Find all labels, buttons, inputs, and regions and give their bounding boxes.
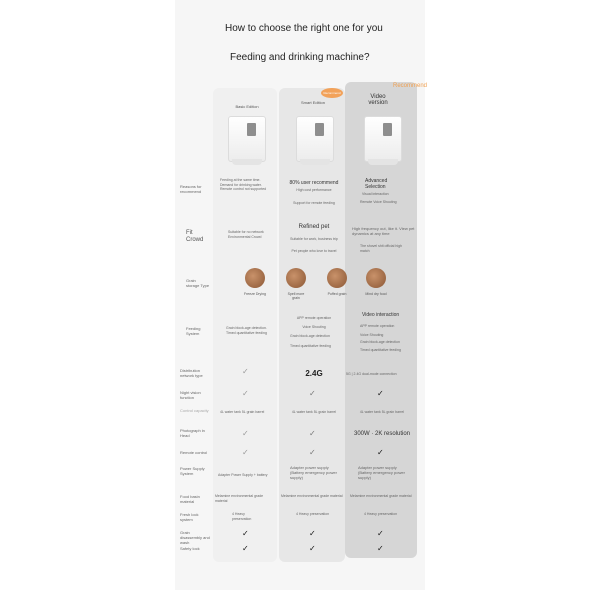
device-smart-image	[296, 116, 334, 162]
reasons-smart-1: High cost performance	[296, 188, 332, 192]
check-icon: ✓	[377, 389, 384, 398]
reasons-basic: Feeding at the same time. Demand for drinking water. Remote control not supported	[220, 178, 267, 191]
reasons-video-1: Visual interaction	[362, 192, 389, 196]
food-basin-video: Melamine environmental grade material	[350, 494, 412, 498]
grain-type-label: Freeze Drying	[244, 292, 266, 296]
fresh-basic: 4 Heavy preservation	[232, 512, 252, 521]
recommend-badge: Recommend	[321, 88, 343, 98]
device-screen	[315, 123, 324, 136]
food-basin-basic: Melamine environmental grade material	[215, 494, 264, 503]
check-icon: ✓	[309, 448, 316, 457]
puffed-grain-food-image	[327, 268, 347, 288]
capacity-video: 4L water tank 5L grain barrel	[359, 410, 405, 414]
reasons-video-2: Remote Voice Shouting	[360, 200, 397, 204]
freeze-drying-food-image	[245, 268, 265, 288]
row-label-reasons: Reasons for recommend	[180, 184, 202, 194]
device-bowl	[368, 159, 398, 165]
row-label-food-basin: Food basin material	[180, 494, 200, 504]
feeding-smart-3: Grain block-age detection	[290, 334, 330, 338]
reasons-video-head: Advanced Selection	[365, 178, 388, 190]
check-icon: ✓	[309, 544, 316, 553]
device-bowl	[232, 159, 262, 165]
row-label-fit: Fit Crowd	[186, 230, 204, 243]
power-video: Adapter power supply (Battery emergency power supply)	[358, 465, 405, 480]
feeding-basic: Grain block-age detection. Timed quantitative feeding	[226, 326, 267, 335]
capacity-smart: 4L water tank 5L grain barrel	[291, 410, 337, 414]
grain-type-label: Puffed grain	[327, 292, 347, 296]
check-icon: ✓	[242, 429, 249, 438]
fit-smart-head: Refined pet	[298, 224, 330, 230]
reasons-smart-head: 80% user recommend	[289, 180, 339, 186]
fit-smart-1: Suitable for work, business trip	[290, 237, 338, 241]
device-basic-image	[228, 116, 266, 162]
row-label-power: Power Supply System	[180, 466, 205, 476]
feeding-smart-2: Voice Shouting	[302, 325, 326, 329]
fit-video-1: High frequency out, like it. View pet dynamics at any time	[352, 226, 415, 236]
fit-video-2: The shovel shit official high match	[360, 244, 402, 253]
device-screen	[247, 123, 256, 136]
feeding-video-4: Timed quantitative feeding	[360, 348, 401, 352]
photograph-video: 300W · 2K resolution	[353, 431, 411, 437]
power-basic: Adapter Power Supply + battery	[218, 473, 268, 477]
feeding-video-3: Grain block-age detection	[360, 340, 400, 344]
row-label-detachable: Grain disassembly and wash	[180, 530, 210, 545]
capacity-basic: 4L water tank 5L grain barrel	[220, 410, 265, 414]
check-icon: ✓	[242, 529, 249, 538]
fit-basic: Suitable for no network Environmental Crowd	[228, 230, 264, 239]
grain-type-label: Spell more grain	[287, 292, 305, 300]
recommend-ribbon: Recommend	[393, 83, 428, 89]
power-smart: Adapter power supply (Battery emergency power supply)	[290, 465, 337, 480]
check-icon: ✓	[377, 448, 384, 457]
page-title: How to choose the right one for you	[225, 23, 383, 34]
check-icon: ✓	[309, 529, 316, 538]
fresh-smart: 4 Heavy preservation	[296, 512, 330, 516]
reasons-smart-2: Support for remote feeding	[293, 201, 335, 205]
row-label-fresh-lock: Fresh lock system	[180, 512, 199, 522]
feeding-smart-1: APP remote operation	[296, 316, 332, 320]
row-label-photograph: Photograph in Head	[180, 428, 205, 438]
fit-smart-2: Pet people who love to travel	[291, 249, 337, 253]
row-label-safety-lock: Safety lock	[180, 546, 200, 551]
check-icon: ✓	[242, 544, 249, 553]
row-label-distribution: Distribution network type	[180, 368, 203, 378]
device-video-image	[364, 116, 402, 162]
feeding-video-2: Voice Shouting	[360, 333, 384, 337]
row-label-grain: Grain storage Type	[186, 278, 210, 288]
check-icon: ✓	[309, 429, 316, 438]
fresh-video: 4 Heavy preservation	[364, 512, 398, 516]
row-label-capacity: Control capacity	[180, 408, 209, 413]
food-basin-smart: Melamine environmental grade material	[281, 494, 343, 498]
row-label-feeding: Feeding System	[186, 326, 201, 336]
distribution-smart: 2.4G	[305, 369, 323, 378]
device-screen	[383, 123, 392, 136]
edition-video-label: Video version	[368, 94, 388, 106]
device-bowl	[300, 159, 330, 165]
dry-food-image	[366, 268, 386, 288]
check-icon: ✓	[242, 367, 249, 376]
edition-smart-label: Smart Edition	[300, 100, 325, 105]
check-icon: ✓	[242, 448, 249, 457]
feeding-smart-4: Timed quantitative feeding	[290, 344, 331, 348]
check-icon: ✓	[242, 389, 249, 398]
check-icon: ✓	[377, 544, 384, 553]
row-label-remote: Remote control	[180, 450, 208, 455]
page-subtitle: Feeding and drinking machine?	[230, 52, 370, 63]
feeding-video-head: Video interaction	[362, 312, 400, 318]
distribution-video: 5G | 2.4G dual-mode connection	[346, 372, 397, 376]
check-icon: ✓	[377, 529, 384, 538]
check-icon: ✓	[309, 389, 316, 398]
spell-grain-food-image	[286, 268, 306, 288]
row-label-night-vision: Night vision function	[180, 390, 201, 400]
grain-type-label: Mind dry food	[365, 292, 387, 296]
edition-basic-label: Basic Edition	[235, 104, 259, 109]
feeding-video-1: APP remote operation	[360, 324, 395, 328]
